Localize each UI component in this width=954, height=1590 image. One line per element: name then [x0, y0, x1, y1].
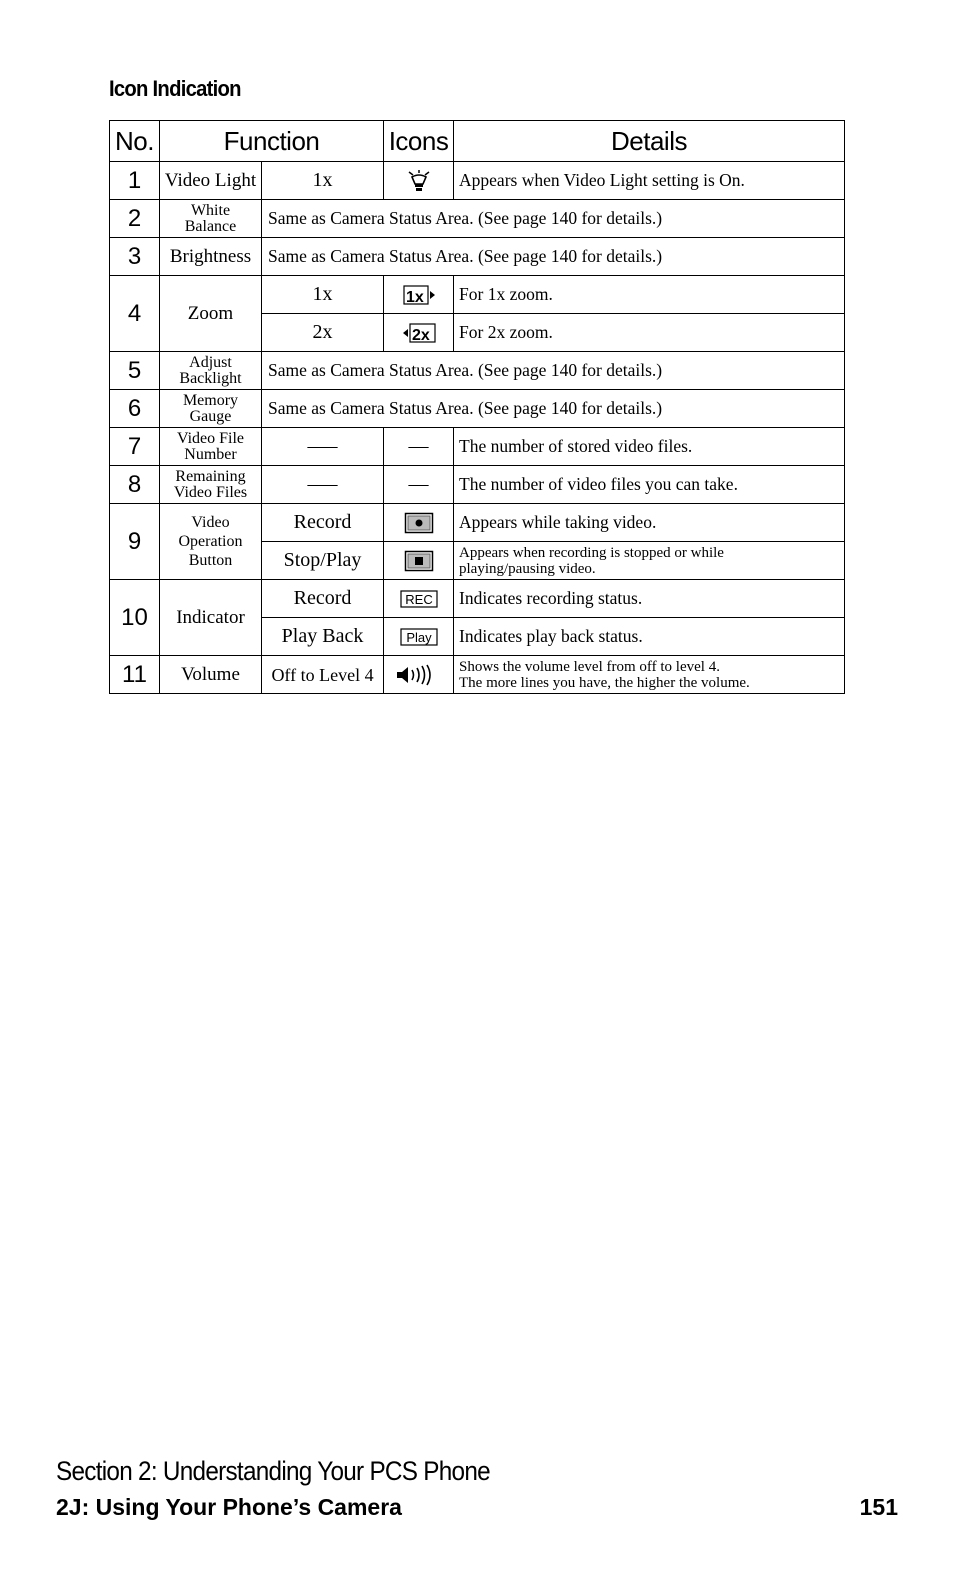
row-icon: [384, 580, 454, 618]
svg-text:Play: Play: [405, 629, 432, 645]
header-no: No.: [110, 121, 160, 162]
row-sub: 1x: [262, 162, 384, 200]
row-details: The number of stored video files.: [454, 428, 845, 466]
row-number: 1: [110, 162, 160, 200]
row-details: For 1x zoom.: [454, 276, 845, 314]
table-row: [110, 200, 845, 238]
row-function: Remaining Video Files: [160, 466, 262, 504]
row-details: The number of video files you can take.: [454, 466, 845, 504]
row-icon-text: ––: [384, 428, 454, 466]
row-details: For 2x zoom.: [454, 314, 845, 352]
row-function: Zoom: [160, 276, 262, 352]
svg-text:REC: REC: [404, 591, 433, 607]
row-icon: [384, 276, 454, 314]
row-number: 7: [110, 428, 160, 466]
row-sub: –––: [262, 466, 384, 504]
row-icon-text: ––: [384, 466, 454, 504]
row-number: 11: [110, 656, 160, 694]
header-icons: Icons: [384, 121, 454, 162]
table-row: [110, 656, 845, 694]
header-details: Details: [454, 121, 845, 162]
table-row: [110, 580, 845, 618]
table-row: [110, 276, 845, 314]
row-span-details: Same as Camera Status Area. (See page 140 for details.): [262, 390, 845, 428]
rec-indicator-icon: [400, 589, 438, 609]
row-sub: 1x: [262, 276, 384, 314]
row-icon: [384, 542, 454, 580]
table-row: [110, 162, 845, 200]
row-function: Video File Number: [160, 428, 262, 466]
stop-play-button-icon: [404, 550, 434, 572]
row-span-details: Same as Camera Status Area. (See page 140 for details.): [262, 200, 845, 238]
row-details: Indicates play back status.: [454, 618, 845, 656]
row-span-details: Same as Camera Status Area. (See page 140 for details.): [262, 352, 845, 390]
row-number: 9: [110, 504, 160, 580]
row-function: Video Light: [160, 162, 262, 200]
row-icon: [384, 618, 454, 656]
icon-indication-table: [109, 120, 845, 694]
page-number: 151: [859, 1494, 898, 1520]
svg-text:2x: 2x: [411, 326, 430, 344]
row-details: Appears while taking video.: [454, 504, 845, 542]
row-sub: Record: [262, 580, 384, 618]
zoom-1x-icon: [402, 283, 436, 307]
table-row: [110, 238, 845, 276]
row-number: 4: [110, 276, 160, 352]
row-number: 2: [110, 200, 160, 238]
row-details: Appears when recording is stopped or while playing/pausing video.: [454, 542, 845, 580]
row-details: Shows the volume level from off to level 4. The more lines you have, the higher the volume.: [454, 656, 845, 694]
row-sub: Stop/Play: [262, 542, 384, 580]
play-indicator-icon: [400, 627, 438, 647]
row-sub: 2x: [262, 314, 384, 352]
video-light-icon: [406, 169, 432, 193]
row-span-details: Same as Camera Status Area. (See page 140 for details.): [262, 238, 845, 276]
row-number: 6: [110, 390, 160, 428]
row-number: 8: [110, 466, 160, 504]
row-number: 3: [110, 238, 160, 276]
row-icon: [384, 314, 454, 352]
row-function: Brightness: [160, 238, 262, 276]
footer-chapter-title: 2J: Using Your Phone’s Camera: [56, 1494, 402, 1520]
table-row: [110, 504, 845, 542]
table-row: [110, 428, 845, 466]
row-details: Appears when Video Light setting is On.: [454, 162, 845, 200]
volume-icon: [394, 663, 444, 687]
row-sub: Record: [262, 504, 384, 542]
row-sub: Off to Level 4: [262, 656, 384, 694]
row-icon: [384, 504, 454, 542]
row-icon: [384, 162, 454, 200]
zoom-2x-icon: [401, 321, 437, 345]
record-button-icon: [404, 512, 434, 534]
table-header-row: [110, 121, 845, 162]
row-function: Adjust Backlight: [160, 352, 262, 390]
row-icon: [384, 656, 454, 694]
row-function: Volume: [160, 656, 262, 694]
row-details: Indicates recording status.: [454, 580, 845, 618]
footer-section-title: Section 2: Understanding Your PCS Phone: [56, 1456, 490, 1486]
row-function: Memory Gauge: [160, 390, 262, 428]
row-function: Video Operation Button: [160, 504, 262, 580]
svg-text:1x: 1x: [405, 288, 424, 306]
table-row: [110, 390, 845, 428]
row-number: 5: [110, 352, 160, 390]
row-number: 10: [110, 580, 160, 656]
row-sub: –––: [262, 428, 384, 466]
section-heading: Icon Indication: [109, 76, 241, 101]
row-function: White Balance: [160, 200, 262, 238]
header-function: Function: [160, 121, 384, 162]
row-sub: Play Back: [262, 618, 384, 656]
table-row: [110, 466, 845, 504]
table-row: [110, 352, 845, 390]
row-function: Indicator: [160, 580, 262, 656]
